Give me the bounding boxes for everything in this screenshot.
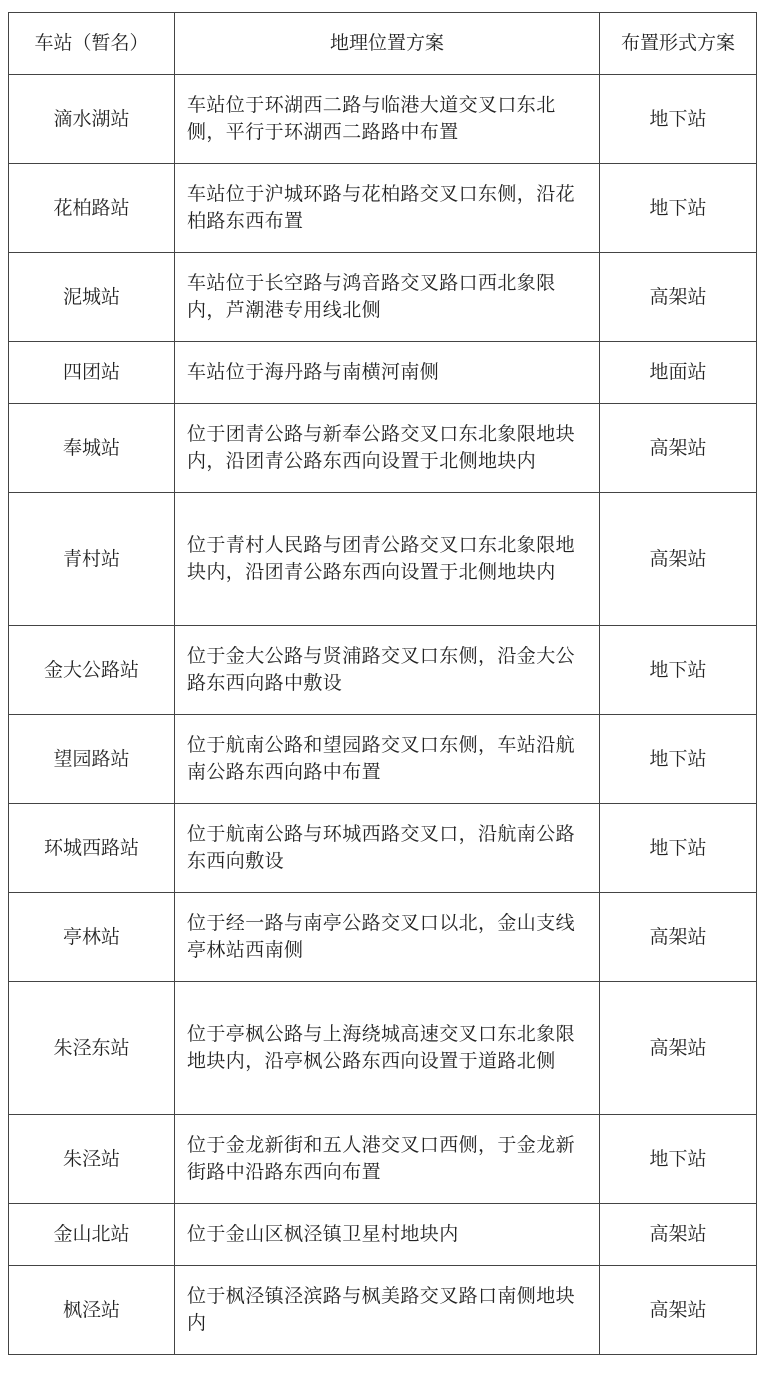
station-name-cell: 环城西路站 [9,804,175,893]
table-row [9,164,757,253]
layout-form-cell: 高架站 [600,1204,757,1266]
header-layout-form: 布置形式方案 [600,13,757,75]
location-cell: 位于航南公路与环城西路交叉口，沿航南公路东西向敷设 [175,804,600,893]
layout-form-cell: 地下站 [600,626,757,715]
table-row [9,1204,757,1266]
station-table [8,12,757,1355]
layout-form-cell: 地下站 [600,164,757,253]
table-row [9,253,757,342]
location-cell: 车站位于环湖西二路与临港大道交叉口东北侧，平行于环湖西二路路中布置 [175,75,600,164]
station-name-cell: 枫泾站 [9,1266,175,1355]
location-cell: 位于金大公路与贤浦路交叉口东侧，沿金大公路东西向路中敷设 [175,626,600,715]
location-cell: 车站位于长空路与鸿音路交叉路口西北象限内，芦潮港专用线北侧 [175,253,600,342]
location-cell: 位于枫泾镇泾滨路与枫美路交叉路口南侧地块内 [175,1266,600,1355]
layout-form-cell: 地下站 [600,75,757,164]
table-body [9,75,757,1355]
station-name-cell: 亭林站 [9,893,175,982]
layout-form-cell: 地下站 [600,804,757,893]
layout-form-cell: 高架站 [600,404,757,493]
layout-form-cell: 高架站 [600,253,757,342]
header-station-name: 车站（暂名） [9,13,175,75]
header-location-plan: 地理位置方案 [175,13,600,75]
table-header [9,13,757,75]
location-cell: 位于金龙新街和五人港交叉口西侧，于金龙新街路中沿路东西向布置 [175,1115,600,1204]
layout-form-cell: 高架站 [600,493,757,626]
location-cell: 位于青村人民路与团青公路交叉口东北象限地块内，沿团青公路东西向设置于北侧地块内 [175,493,600,626]
table-row [9,75,757,164]
table-row [9,1115,757,1204]
location-cell: 车站位于海丹路与南横河南侧 [175,342,600,404]
table-row [9,715,757,804]
station-name-cell: 花柏路站 [9,164,175,253]
location-cell: 位于航南公路和望园路交叉口东侧，车站沿航南公路东西向路中布置 [175,715,600,804]
station-name-cell: 滴水湖站 [9,75,175,164]
station-name-cell: 金大公路站 [9,626,175,715]
layout-form-cell: 高架站 [600,982,757,1115]
location-cell: 位于金山区枫泾镇卫星村地块内 [175,1204,600,1266]
station-name-cell: 四团站 [9,342,175,404]
location-cell: 位于经一路与南亭公路交叉口以北，金山支线亭林站西南侧 [175,893,600,982]
station-name-cell: 朱泾东站 [9,982,175,1115]
header-row [9,13,757,75]
station-name-cell: 金山北站 [9,1204,175,1266]
location-cell: 位于亭枫公路与上海绕城高速交叉口东北象限地块内，沿亭枫公路东西向设置于道路北侧 [175,982,600,1115]
table-row [9,626,757,715]
location-cell: 车站位于沪城环路与花柏路交叉口东侧，沿花柏路东西布置 [175,164,600,253]
table-row [9,893,757,982]
table-row [9,804,757,893]
station-name-cell: 青村站 [9,493,175,626]
layout-form-cell: 高架站 [600,893,757,982]
layout-form-cell: 地下站 [600,1115,757,1204]
layout-form-cell: 地面站 [600,342,757,404]
table-row [9,982,757,1115]
table-row [9,493,757,626]
location-cell: 位于团青公路与新奉公路交叉口东北象限地块内，沿团青公路东西向设置于北侧地块内 [175,404,600,493]
station-name-cell: 奉城站 [9,404,175,493]
station-name-cell: 朱泾站 [9,1115,175,1204]
station-name-cell: 望园路站 [9,715,175,804]
table-row [9,342,757,404]
table-row [9,1266,757,1355]
layout-form-cell: 地下站 [600,715,757,804]
station-name-cell: 泥城站 [9,253,175,342]
table-row [9,404,757,493]
layout-form-cell: 高架站 [600,1266,757,1355]
